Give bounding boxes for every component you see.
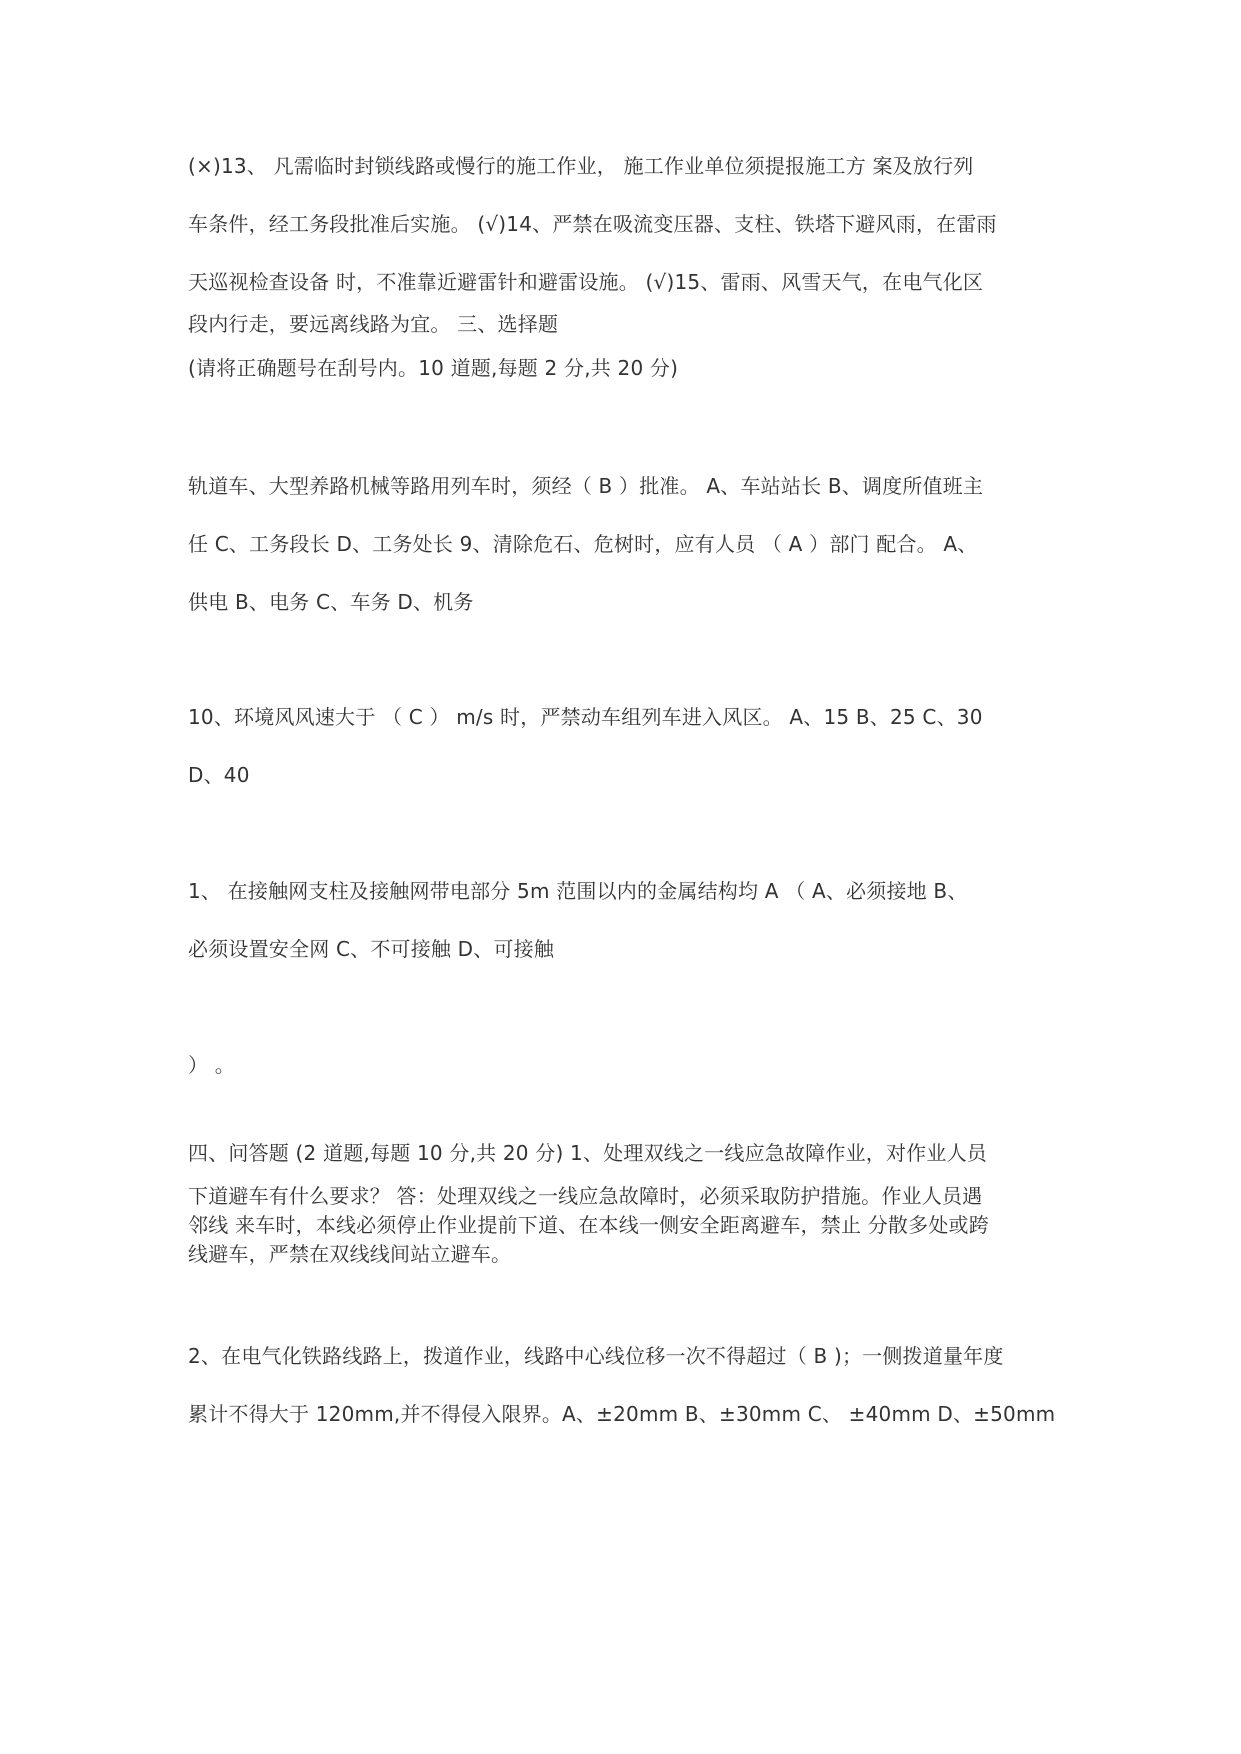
text-line-10: D、40: [188, 763, 250, 787]
text-line-18: 2、在电气化铁路线路上，拨道作业，线路中心线位移一次不得超过（ B )；一侧拨道量年度: [188, 1344, 1004, 1368]
text-line-7: 任 C、工务段长 D、工务处长 9、清除危石、危树时，应有人员 （ A ）部门 配合。 A、: [188, 532, 978, 556]
text-line-11: 1、 在接触网支柱及接触网带电部分 5m 范围以内的金属结构均 A （ A、必须接地 B、: [188, 879, 968, 903]
text-line-1: (×)13、 凡需临时封锁线路或慢行的施工作业， 施工作业单位须提报施工方 案及放行列: [188, 154, 974, 178]
text-line-8: 供电 B、电务 C、车务 D、机务: [188, 590, 474, 614]
text-line-12: 必须设置安全网 C、不可接触 D、可接触: [188, 937, 555, 961]
text-line-6: 轨道车、大型养路机械等路用列车时，须经（ B ）批准。 A、车站站长 B、调度所值班主: [188, 474, 984, 498]
text-line-13: ） 。: [188, 1053, 235, 1077]
text-line-15: 下道避车有什么要求？ 答：处理双线之一线应急故障时，必须采取防护措施。作业人员遇: [188, 1184, 983, 1208]
text-line-9: 10、环境风风速大于 （ C ） m/s 时，严禁动车组列车进入风区。 A、15 B、25 C、30: [188, 705, 983, 729]
text-line-16: 邻线 来车时，本线必须停止作业提前下道、在本线一侧安全距离避车，禁止 分散多处或跨: [188, 1213, 989, 1237]
text-line-17: 线避车，严禁在双线线间站立避车。: [188, 1242, 512, 1266]
text-line-3: 天巡视检查设备 时，不准靠近避雷针和避雷设施。 (√)15、雷雨、风雪天气，在电气化区: [188, 270, 984, 294]
text-line-14: 四、问答题 (2 道题,每题 10 分,共 20 分) 1、处理双线之一线应急故障作业，对作业人员: [188, 1141, 987, 1165]
text-line-19: 累计不得大于 120mm,并不得侵入限界。A、±20mm B、±30mm C、 ±40mm D、±50mm: [188, 1402, 1056, 1426]
text-line-5: (请将正确题号在刮号内。10 道题,每题 2 分,共 20 分): [188, 356, 679, 380]
text-line-2: 车条件，经工务段批准后实施。 (√)14、严禁在吸流变压器、支柱、铁塔下避风雨，在雷雨: [188, 212, 997, 236]
text-line-4: 段内行走，要远离线路为宜。 三、选择题: [188, 312, 559, 336]
